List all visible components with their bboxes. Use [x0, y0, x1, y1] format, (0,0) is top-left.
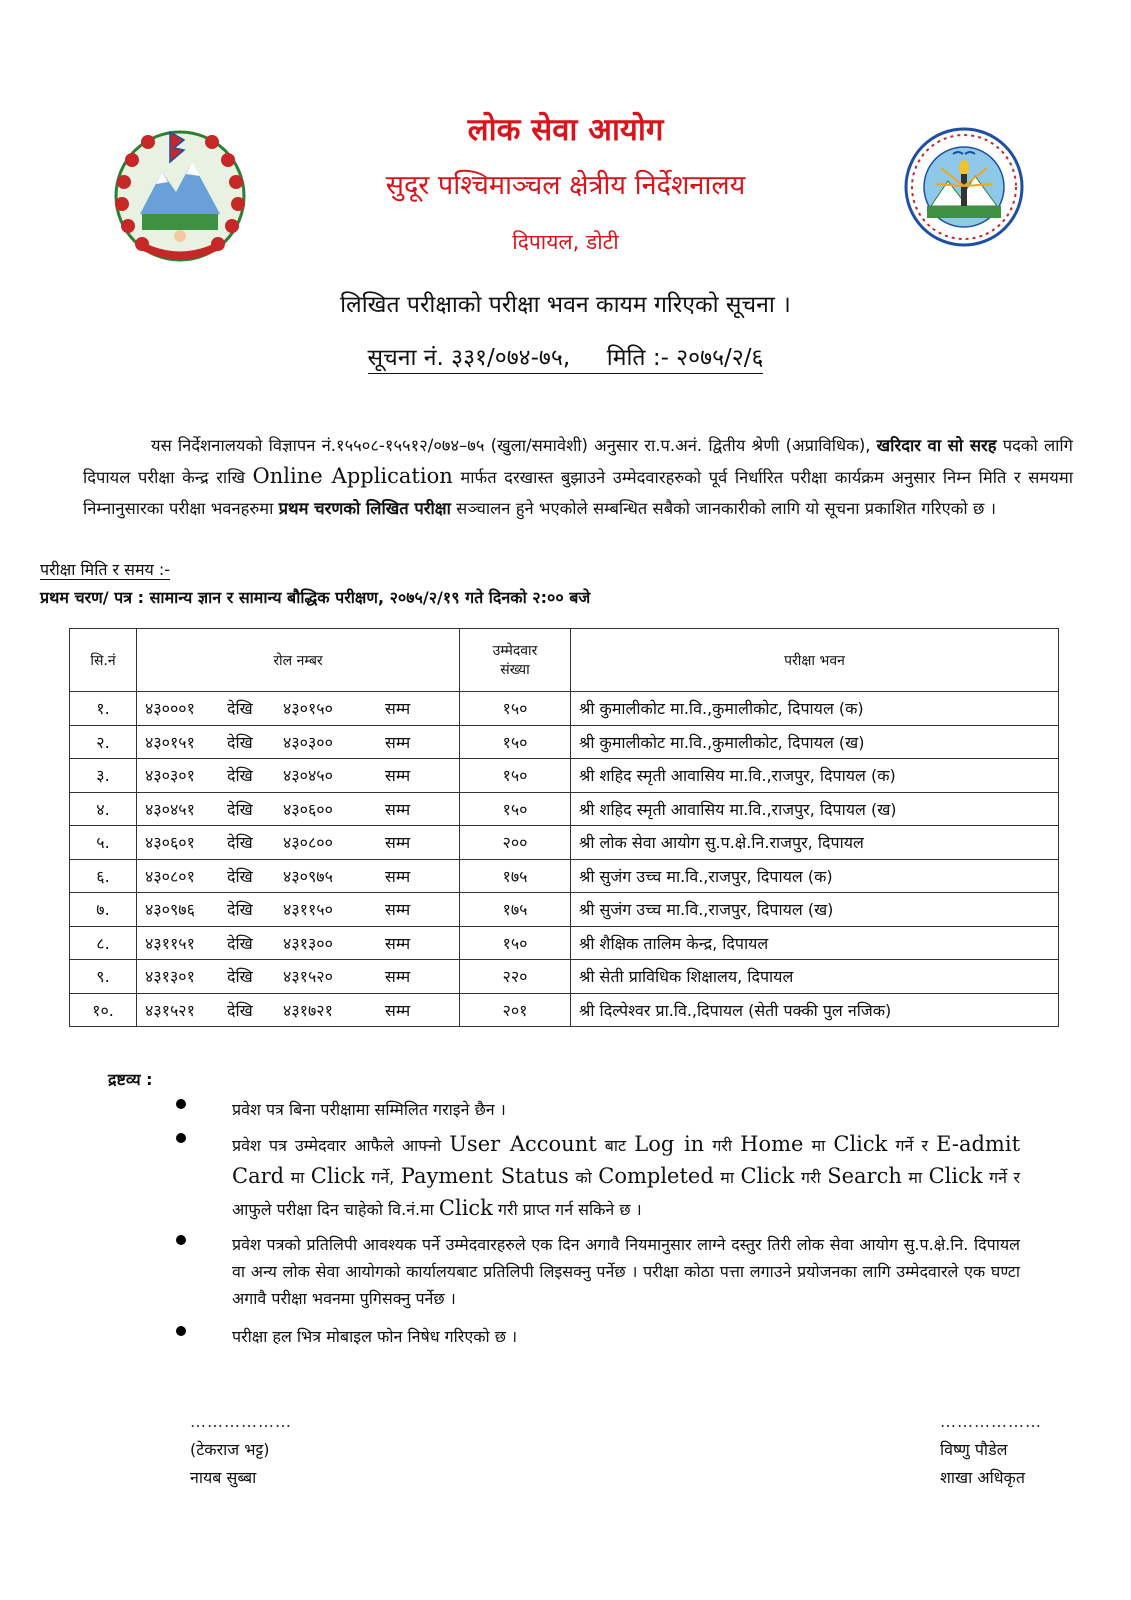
list-item: प्रवेश पत्र उम्मेदवार आफैले आफ्नो User Account बाट Log in गरी Home मा Click गर्ने र E-admit Card मा Click गर्ने, Payment Status को Completed मा Click गरी Search मा Click गर्ने र आफुले परीक्षा दिन चाहेको वि.नं.मा Click गरी प्राप्त गर्न सकिने छ । [110, 1129, 1020, 1225]
bullet-icon [176, 1235, 186, 1245]
bullet-icon [176, 1326, 186, 1336]
office-location: दिपायल, डोटी [512, 230, 619, 254]
cell-roll: ४३०३०१ देखि ४३०४५० सम्म [137, 759, 460, 793]
signer-right-name: विष्णु पौडेल [940, 1440, 1008, 1459]
table-row [70, 792, 1059, 826]
cell-venue: श्री कुमालीकोट मा.वि.,कुमालीकोट, दिपायल (क) [571, 692, 1059, 726]
directorate-title: सुदूर पश्चिमाञ्चल क्षेत्रीय निर्देशनालय [385, 170, 746, 201]
table-row [70, 993, 1059, 1027]
notice-date: मिति :- २०७५/२/६ [606, 345, 764, 371]
cell-count: २२० [460, 960, 571, 994]
cell-sn: २. [70, 725, 137, 759]
cell-count: २०१ [460, 993, 571, 1027]
notice-number: सूचना नं. ३३१/०७४-७५, [367, 345, 571, 371]
schedule-heading: परीक्षा मिति र समय :- [40, 560, 171, 579]
cell-venue: श्री शैक्षिक तालिम केन्द्र, दिपायल [571, 926, 1059, 960]
observations-list [110, 1095, 1020, 1352]
cell-venue: श्री सुजंग उच्च मा.वि.,राजपुर, दिपायल (ख) [571, 893, 1059, 927]
cell-venue: श्री शहिद स्मृती आवासिय मा.वि.,राजपुर, दिपायल (ख) [571, 792, 1059, 826]
table-row [70, 692, 1059, 726]
notice-paragraph: यस निर्देशनालयको विज्ञापन नं.१५५०८-१५५१२/०७४–७५ (खुला/समावेशी) अनुसार रा.प.अनं. द्वितीय श्रेणी (अप्राविधिक), खरिदार वा सो सरह पदको लागि दिपायल परीक्षा केन्द्र राखि Online Application मार्फत दरखास्त बुझाउने उम्मेदवारहरुको पूर्व निर्धारित परीक्षा कार्यक्रम अनुसार निम्न मिति र समयमा निम्नानुसारका परीक्षा भवनहरुमा प्रथम चरणको लिखित परीक्षा सञ्चालन हुने भएकोले सम्बन्धित सबैको जानकारीको लागि यो सूचना प्रकाशित गरिएको छ । [83, 436, 1074, 518]
table-row [70, 960, 1059, 994]
cell-venue: श्री सेती प्राविधिक शिक्षालय, दिपायल [571, 960, 1059, 994]
cell-count: १५० [460, 926, 571, 960]
cell-roll: ४३०१५१ देखि ४३०३०० सम्म [137, 725, 460, 759]
signature-left: ……………… (टेकराज भट्ट) नायब सुब्बा [190, 1408, 292, 1492]
cell-venue: श्री सुजंग उच्च मा.वि.,राजपुर, दिपायल (क) [571, 859, 1059, 893]
table-row [70, 826, 1059, 860]
cell-count: १५० [460, 759, 571, 793]
cell-sn: ५. [70, 826, 137, 860]
table-row [70, 859, 1059, 893]
table-row [70, 725, 1059, 759]
table-row [70, 926, 1059, 960]
table-header-row [70, 629, 1059, 692]
exam-stage: प्रथम चरणको लिखित परीक्षा [278, 499, 451, 518]
organization-title: लोक सेवा आयोग [467, 112, 664, 148]
cell-sn: ८. [70, 926, 137, 960]
cell-sn: ४. [70, 792, 137, 826]
signer-left-title: नायब सुब्बा [190, 1468, 257, 1487]
signer-left-name: (टेकराज भट्ट) [190, 1440, 270, 1459]
notice-title: लिखित परीक्षाको परीक्षा भवन कायम गरिएको सूचना । [340, 292, 791, 318]
header-sn: सि.नं [70, 629, 137, 692]
header-venue: परीक्षा भवन [571, 629, 1059, 692]
list-item: प्रवेश पत्र बिना परीक्षामा सम्मिलित गराइने छैन । [110, 1095, 1020, 1125]
table-row [70, 893, 1059, 927]
list-item: प्रवेश पत्रको प्रतिलिपी आवश्यक पर्ने उम्मेदवारहरुले एक दिन अगावै नियमानुसार लाग्ने दस्तुर तिरी लोक सेवा आयोग सु.प.क्षे.नि. दिपायल वा अन्य लोक सेवा आयोगको कार्यालयबाट प्रतिलिपी लिइसक्नु पर्नेछ । परीक्षा कोठा पत्ता लगाउने प्रयोजनका लागि उम्मेदवारले एक घण्टा अगावै परीक्षा भवनमा पुगिसक्नु पर्नेछ । [110, 1231, 1020, 1312]
cell-count: १७५ [460, 859, 571, 893]
cell-roll: ४३१३०१ देखि ४३१५२० सम्म [137, 960, 460, 994]
signature-right: ……………… विष्णु पौडेल शाखा अधिकृत [940, 1408, 1042, 1492]
cell-roll: ४३०००१ देखि ४३०१५० सम्म [137, 692, 460, 726]
cell-sn: ६. [70, 859, 137, 893]
bullet-icon [176, 1133, 186, 1143]
post-name: खरिदार वा सो सरह [876, 436, 997, 455]
cell-count: १५० [460, 792, 571, 826]
cell-roll: ४३११५१ देखि ४३१३०० सम्म [137, 926, 460, 960]
cell-venue: श्री लोक सेवा आयोग सु.प.क्षे.नि.राजपुर, दिपायल [571, 826, 1059, 860]
schedule-detail: प्रथम चरण/ पत्र : सामान्य ज्ञान र सामान्य बौद्धिक परीक्षण, २०७५/२/१९ गते दिनको २:०० बजे [40, 588, 591, 607]
table-row [70, 759, 1059, 793]
cell-roll: ४३०८०१ देखि ४३०९७५ सम्म [137, 859, 460, 893]
cell-count: २०० [460, 826, 571, 860]
cell-sn: १. [70, 692, 137, 726]
cell-roll: ४३०९७६ देखि ४३११५० सम्म [137, 893, 460, 927]
notice-number-date [0, 340, 1131, 372]
cell-venue: श्री कुमालीकोट मा.वि.,कुमालीकोट, दिपायल (ख) [571, 725, 1059, 759]
cell-roll: ४३१५२१ देखि ४३१७२१ सम्म [137, 993, 460, 1027]
cell-roll: ४३०६०१ देखि ४३०८०० सम्म [137, 826, 460, 860]
cell-venue: श्री शहिद स्मृती आवासिय मा.वि.,राजपुर, दिपायल (क) [571, 759, 1059, 793]
cell-sn: ३. [70, 759, 137, 793]
cell-roll: ४३०४५१ देखि ४३०६०० सम्म [137, 792, 460, 826]
observations-heading: द्रष्टव्य : [108, 1070, 153, 1089]
cell-sn: ९. [70, 960, 137, 994]
cell-venue: श्री दिल्पेश्वर प्रा.वि.,दिपायल (सेती पक्की पुल नजिक) [571, 993, 1059, 1027]
venue-table [69, 628, 1059, 1027]
signer-right-title: शाखा अधिकृत [940, 1468, 1025, 1487]
cell-count: १५० [460, 725, 571, 759]
list-item: परीक्षा हल भित्र मोबाइल फोन निषेध गरिएको छ । [110, 1322, 1020, 1352]
cell-count: १५० [460, 692, 571, 726]
header-count: उम्मेदवार संख्या [460, 629, 571, 692]
bullet-icon [176, 1099, 186, 1109]
cell-sn: १०. [70, 993, 137, 1027]
cell-count: १७५ [460, 893, 571, 927]
header-roll: रोल नम्बर [137, 629, 460, 692]
cell-sn: ७. [70, 893, 137, 927]
